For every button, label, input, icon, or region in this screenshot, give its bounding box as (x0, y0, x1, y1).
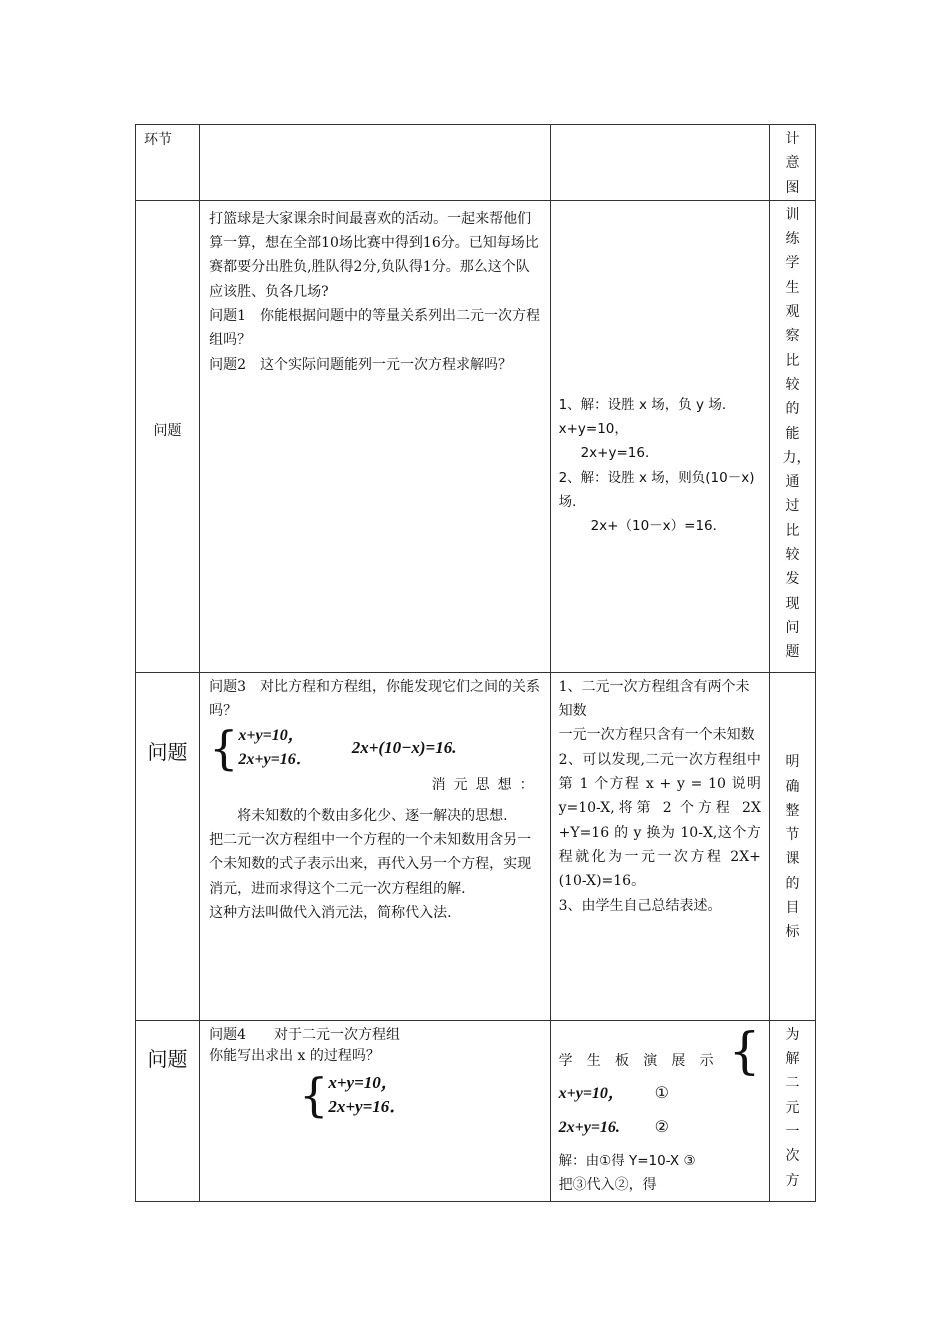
answer-2-line: 2、解：设胜 x 场，则负(10－x)场． (558, 469, 755, 511)
stage-cell-3 (136, 1020, 200, 1202)
question-1: 问题1 你能根据问题中的等量关系列出二元一次方程组吗？ (209, 308, 540, 349)
stage-cell-2 (136, 672, 200, 1020)
system-eq-1: x+y=10， (238, 727, 304, 745)
intent-text-1: 训练学生观察比较的能力，通过比较发现问题 (782, 206, 811, 661)
answer-2-eq: 2x+（10－x）=16． (590, 518, 727, 535)
question-row-3 (136, 1020, 816, 1202)
intent-text-3: 为解二元一次方 (785, 1026, 800, 1189)
idea-label: 消元思想： (431, 777, 542, 794)
stage-label-1: 问题 (153, 423, 182, 440)
question-row-1 (136, 200, 816, 672)
header-intent-cell (769, 125, 815, 201)
question-3: 问题3 对比方程和方程组，你能发现它们之间的关系吗？ (209, 678, 540, 720)
header-content-cell (200, 125, 551, 201)
answer-3-line-1: 1、二元一次方程组含有两个未知数 (558, 678, 750, 720)
activity-cell-2 (550, 672, 769, 1020)
single-equation: 2x+(10−x)=16. (351, 738, 457, 758)
header-stage-label: 环节 (144, 132, 172, 148)
q4-eq-1: x+y=10， (328, 1072, 398, 1092)
substitution-name: 这种方法叫做代入消元法，简称代入法. (209, 904, 452, 921)
board-eq-2-row (559, 1111, 761, 1145)
idea-label-wrap (209, 773, 542, 797)
substitution-explanation: 把二元一次方程组中一个方程的一个未知数用含另一个未知数的式子表示出来，再代入另一个方程，实现消元，进而求得这个二元一次方程组的解. (209, 832, 532, 897)
brace-symbol: { (209, 721, 239, 776)
board-eq-1: x+y=10， (558, 1084, 624, 1102)
basketball-problem: 打篮球是大家课余时间最喜欢的活动。一起来帮他们算一算，想在全部10场比赛中得到16分。已知每场比赛都要分出胜负,胜队得2分,负队得1分。那么这个队应该胜、负各几场? (209, 210, 539, 300)
answer-3-line-3: 2、可以发现,二元一次方程组中第 1 个方程 x + y = 10 说明 y=10-X,将第 2 个方程 2X +Y=16 的 y 换为 10-X,这个方程就化为一元一次方程 2X+ (10-X)=16。 (558, 751, 761, 890)
question-row-2 (136, 672, 816, 1020)
answer-1-eq1: x+y=10， (558, 421, 628, 438)
header-activity-cell (550, 125, 769, 201)
solution-step-1: 解：由①得 Y=10-X ③ (558, 1152, 696, 1169)
board-label: 学生板演展示 (558, 1052, 714, 1069)
equation-system-q4 (299, 1067, 542, 1122)
brace-symbol-board: { (728, 1021, 761, 1080)
content-cell-2 (200, 672, 551, 1020)
board-eq-2: 2x+y=16. (558, 1118, 620, 1136)
content-cell-3 (200, 1020, 551, 1202)
board-eq-1-row (559, 1077, 761, 1111)
stage-label-2: 问题 (147, 740, 188, 765)
answer-1-eq2: 2x+y=16． (580, 445, 659, 462)
board-header (558, 1021, 761, 1080)
activity-cell-1 (550, 200, 769, 672)
equation-comparison (209, 721, 542, 776)
header-intent-label: 计意图 (785, 131, 800, 196)
question-4-sub: 你能写出求出 x 的过程吗？ (209, 1047, 380, 1064)
answer-3-line-4: 3、由学生自己总结表述。 (558, 897, 722, 914)
stage-label-3: 问题 (147, 1046, 188, 1071)
header-row (136, 125, 816, 201)
question-4: 问题4 对于二元一次方程组 (209, 1026, 401, 1043)
marker-2: ② (654, 1118, 669, 1136)
q4-eq-2: 2x+y=16． (328, 1096, 407, 1116)
lesson-plan-table (135, 124, 816, 1202)
solution-step-2: 把③代入②，得 (558, 1177, 657, 1194)
idea-definition: 将未知数的个数由多化少、逐一解决的思想. (237, 807, 508, 824)
answer-3-line-2: 一元一次方程只含有一个未知数 (558, 727, 755, 744)
intent-cell-1 (769, 200, 815, 672)
stage-cell-1 (136, 200, 200, 672)
system-eq-2: 2x+y=16． (238, 751, 312, 769)
brace-symbol-q4: { (299, 1067, 329, 1122)
activity-cell-3 (550, 1020, 769, 1202)
intent-cell-3 (769, 1020, 815, 1202)
intent-cell-2 (769, 672, 815, 1020)
content-cell-1 (200, 200, 551, 672)
question-2: 问题2 这个实际问题能列一元一次方程求解吗？ (209, 356, 512, 373)
header-stage-cell (136, 125, 200, 201)
intent-text-2: 明确整节课的目标 (785, 754, 800, 941)
answer-1-line: 1、解：设胜 x 场，负 y 场． (558, 396, 736, 413)
equation-system-q3 (209, 721, 312, 776)
marker-1: ① (654, 1084, 669, 1102)
